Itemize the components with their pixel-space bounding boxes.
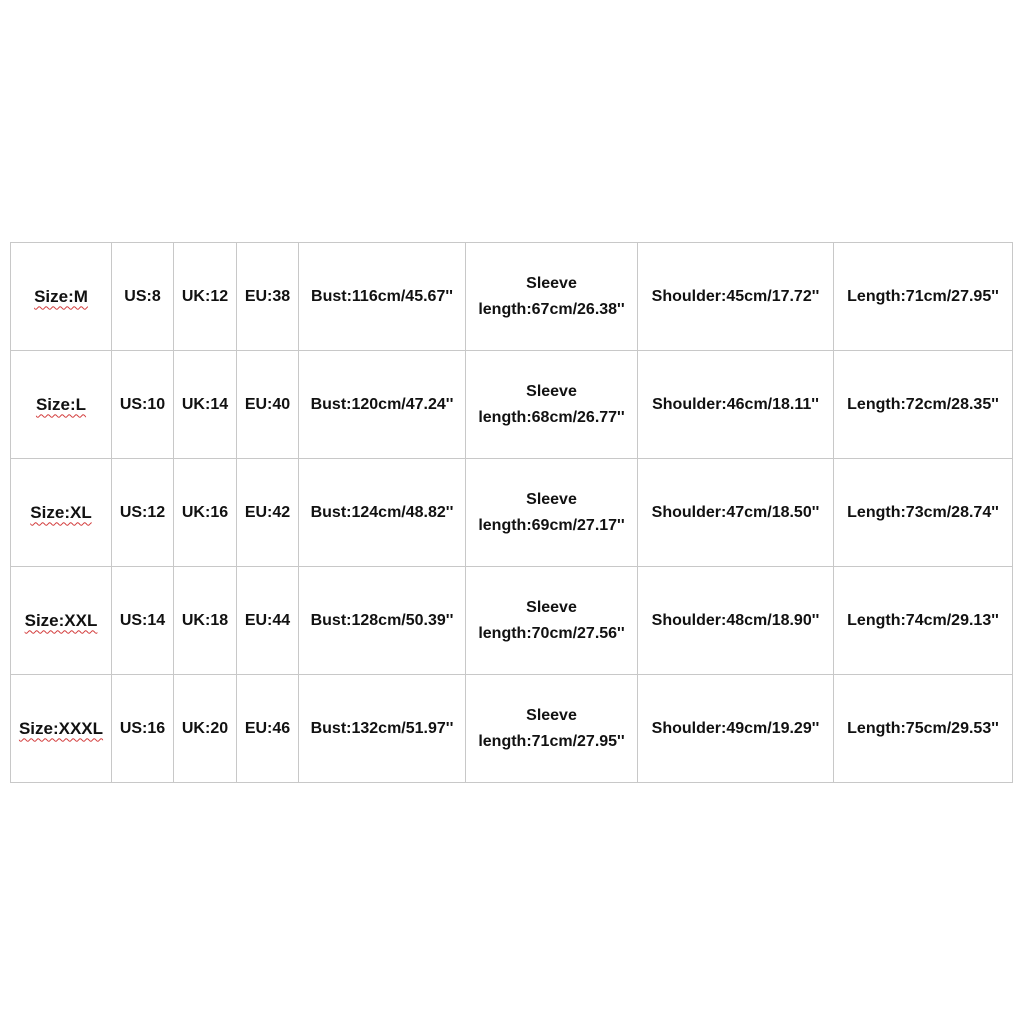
sleeve-title: Sleeve xyxy=(526,274,577,292)
sleeve-cell xyxy=(466,351,638,459)
length-cell: Length:72cm/28.35'' xyxy=(834,351,1013,459)
uk-size-cell: UK:16 xyxy=(174,459,237,567)
sleeve-title: Sleeve xyxy=(526,598,577,616)
bust-cell: Bust:124cm/48.82'' xyxy=(299,459,466,567)
uk-size-cell: UK:14 xyxy=(174,351,237,459)
us-size-cell: US:14 xyxy=(112,567,174,675)
size-label: Size:XXL xyxy=(24,610,98,630)
sleeve-value: length:67cm/26.38'' xyxy=(478,300,625,318)
eu-size-cell: EU:40 xyxy=(237,351,299,459)
size-cell xyxy=(11,675,112,783)
uk-size-cell: UK:12 xyxy=(174,243,237,351)
sleeve-title: Sleeve xyxy=(526,706,577,724)
uk-size-cell: UK:18 xyxy=(174,567,237,675)
table-row xyxy=(11,675,1013,783)
bust-cell: Bust:116cm/45.67'' xyxy=(299,243,466,351)
table-row xyxy=(11,459,1013,567)
shoulder-cell: Shoulder:48cm/18.90'' xyxy=(638,567,834,675)
sleeve-value: length:71cm/27.95'' xyxy=(478,732,625,750)
size-chart-body xyxy=(11,243,1013,783)
sleeve-cell xyxy=(466,567,638,675)
length-cell: Length:75cm/29.53'' xyxy=(834,675,1013,783)
us-size-cell: US:16 xyxy=(112,675,174,783)
sleeve-cell xyxy=(466,459,638,567)
eu-size-cell: EU:42 xyxy=(237,459,299,567)
bust-cell: Bust:120cm/47.24'' xyxy=(299,351,466,459)
size-cell xyxy=(11,459,112,567)
size-cell xyxy=(11,351,112,459)
bust-cell: Bust:128cm/50.39'' xyxy=(299,567,466,675)
size-label: Size:XL xyxy=(30,502,92,522)
size-label: Size:XXXL xyxy=(18,718,104,738)
sleeve-cell xyxy=(466,675,638,783)
size-cell xyxy=(11,243,112,351)
sleeve-value: length:70cm/27.56'' xyxy=(478,624,625,642)
sleeve-value: length:69cm/27.17'' xyxy=(478,516,625,534)
sleeve-value: length:68cm/26.77'' xyxy=(478,408,625,426)
eu-size-cell: EU:38 xyxy=(237,243,299,351)
size-chart-table xyxy=(10,242,1013,783)
us-size-cell: US:12 xyxy=(112,459,174,567)
us-size-cell: US:8 xyxy=(112,243,174,351)
sleeve-title: Sleeve xyxy=(526,382,577,400)
size-label: Size:M xyxy=(34,286,88,306)
length-cell: Length:73cm/28.74'' xyxy=(834,459,1013,567)
us-size-cell: US:10 xyxy=(112,351,174,459)
sleeve-title: Sleeve xyxy=(526,490,577,508)
eu-size-cell: EU:46 xyxy=(237,675,299,783)
table-row xyxy=(11,243,1013,351)
length-cell: Length:74cm/29.13'' xyxy=(834,567,1013,675)
sleeve-cell xyxy=(466,243,638,351)
table-row xyxy=(11,567,1013,675)
size-label: Size:L xyxy=(35,394,87,414)
length-cell: Length:71cm/27.95'' xyxy=(834,243,1013,351)
shoulder-cell: Shoulder:49cm/19.29'' xyxy=(638,675,834,783)
table-row xyxy=(11,351,1013,459)
size-cell xyxy=(11,567,112,675)
bust-cell: Bust:132cm/51.97'' xyxy=(299,675,466,783)
eu-size-cell: EU:44 xyxy=(237,567,299,675)
uk-size-cell: UK:20 xyxy=(174,675,237,783)
shoulder-cell: Shoulder:45cm/17.72'' xyxy=(638,243,834,351)
shoulder-cell: Shoulder:46cm/18.11'' xyxy=(638,351,834,459)
shoulder-cell: Shoulder:47cm/18.50'' xyxy=(638,459,834,567)
